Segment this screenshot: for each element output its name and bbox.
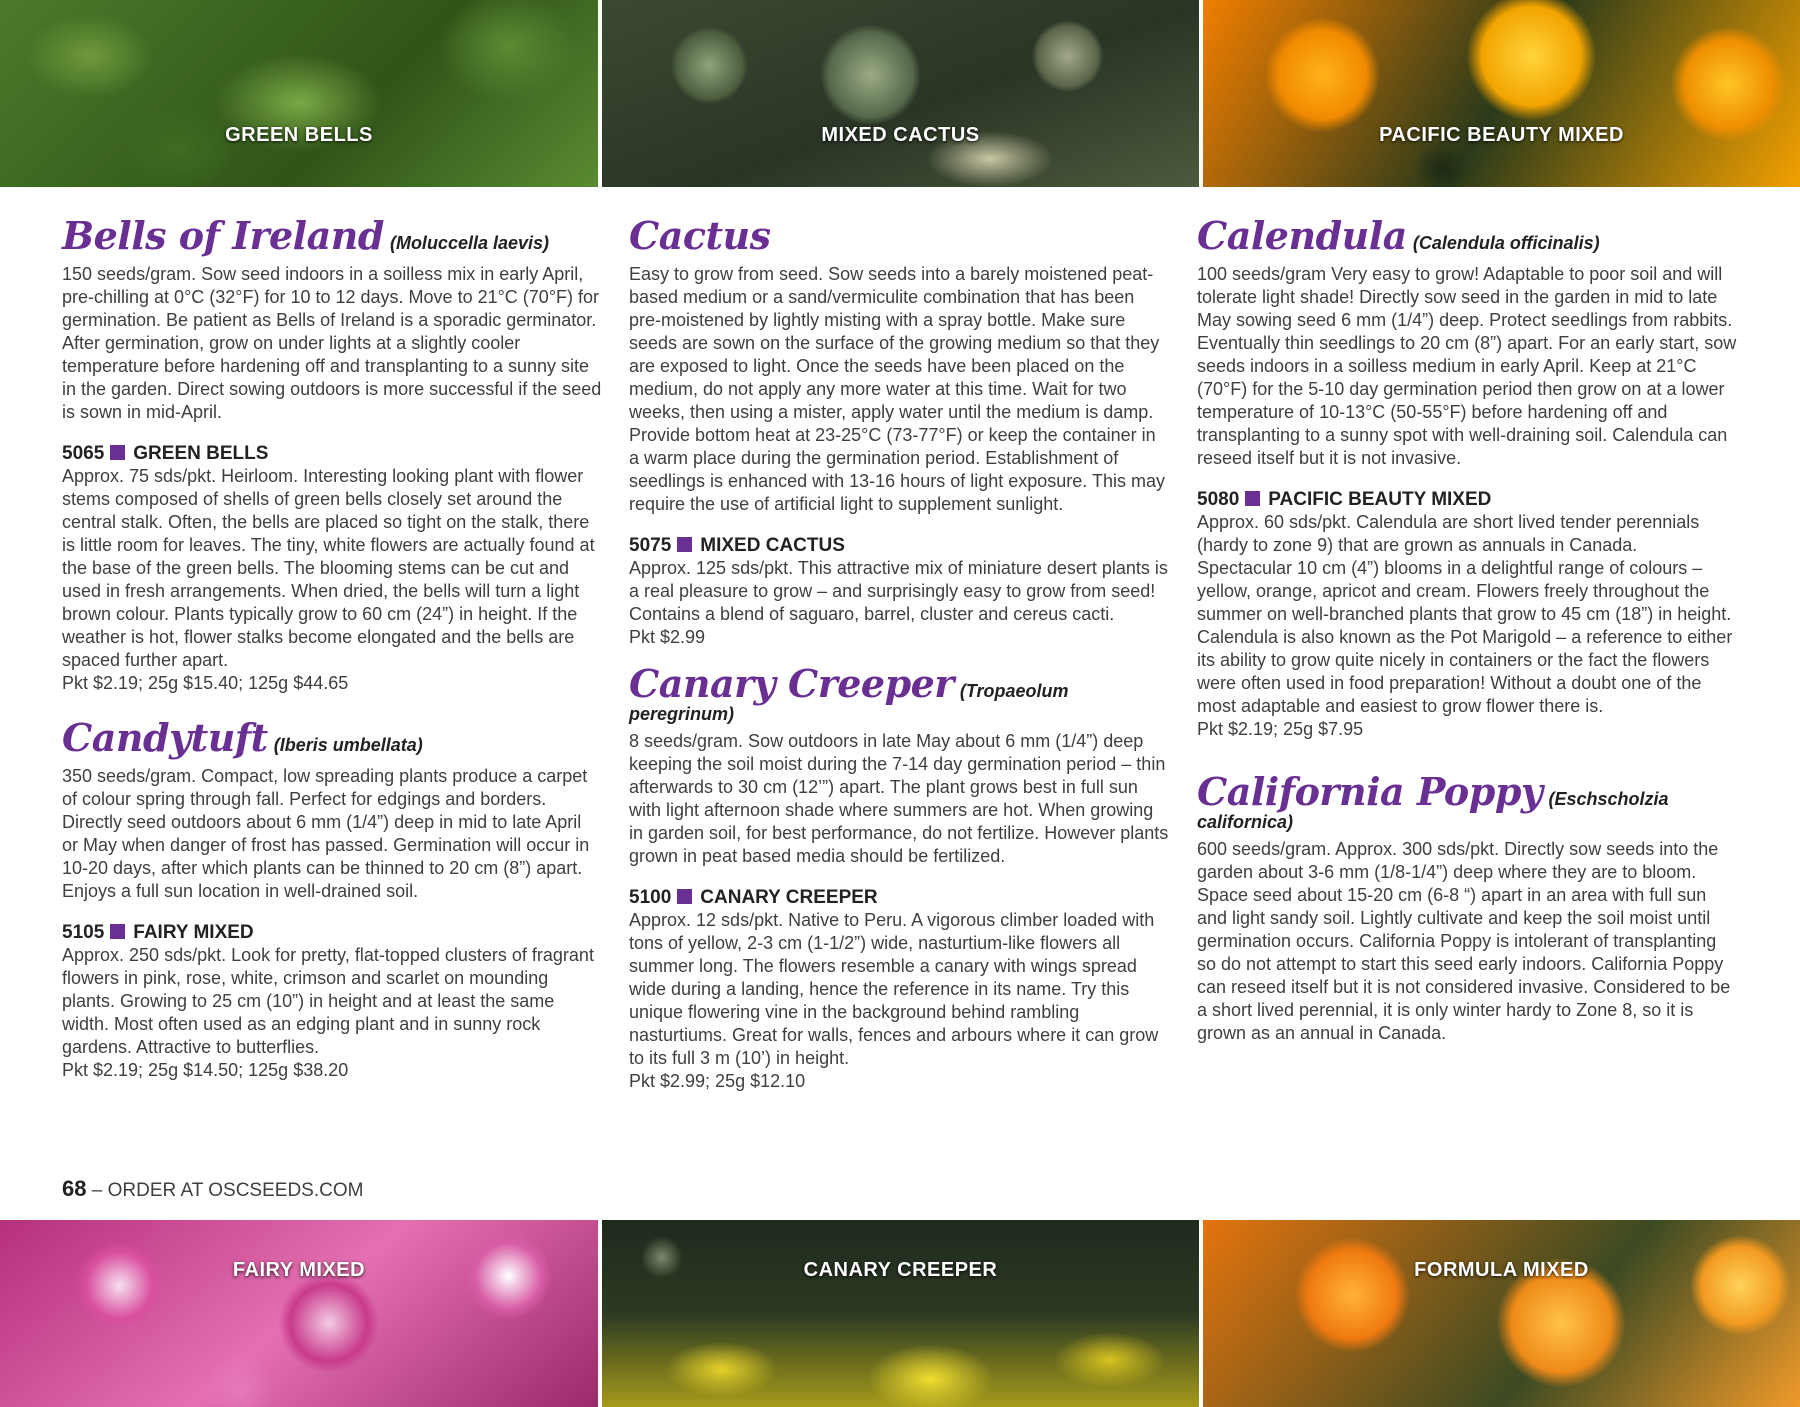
square-bullet-icon	[677, 537, 692, 552]
section-title: Cactus	[629, 213, 771, 258]
product-heading	[62, 442, 602, 465]
section-heading	[1197, 768, 1737, 833]
product-code: 5075	[629, 534, 672, 556]
section-heading	[62, 714, 602, 760]
product-heading	[629, 534, 1169, 557]
product-description: Approx. 75 sds/pkt. Heirloom. Interesting looking plant with flower stems composed of shells of green bells closely set around the central stalk. Often, the bells are placed so tight on the stalk, there is little room for leaves. The tiny, white flowers are actually found at the base of the green bells. The blooming stems can be cut and used in fresh arrangements. When dried, the bells will turn a light brown colour. Plants typically grow to 60 cm (24”) in height. If the weather is hot, flower stalks become elongated and the bells are spaced further apart.	[62, 465, 595, 670]
canary-creeper-section	[629, 660, 1169, 1094]
section-heading	[62, 215, 602, 257]
section-title: Bells of Ireland	[62, 213, 384, 258]
product-price: Pkt $2.99	[629, 626, 706, 647]
product-code: 5080	[1197, 488, 1240, 510]
section-description: Easy to grow from seed. Sow seeds into a barely moistened peat-based medium or a sand/vermiculite combination that has been pre-moistened by lightly misting with a spray bottle. Make sure seeds are sown on the surface of the growing medium so that they are exposed to light. Once the seeds have been placed on the medium, do not apply any more water at this time. Wait for two weeks, then using a mister, apply water until the medium is damp. Provide bottom heat at 23-25°C (73-77°F) or keep the container in a warm place during the germination period. Establishment of seedlings is enhanced with 13-16 hours of light exposure. This may require the use of artificial light to supplement sunlight.	[629, 263, 1165, 514]
photo-caption: MIXED CACTUS	[821, 124, 980, 146]
fairy-mixed-photo	[0, 1220, 602, 1407]
bells-of-ireland-section	[62, 215, 602, 695]
section-description: 8 seeds/gram. Sow outdoors in late May about 6 mm (1/4”) deep keeping the soil moist during the 7-14 day germination period – thin afterwards to 30 cm (12’”) apart. The plant grows best in full sun with light afternoon shade where summers are hot. When growing in garden soil, for best performance, do not fertilize. However plants grown in peat based media should be fertilized.	[629, 731, 1169, 867]
product-name: FAIRY MIXED	[133, 921, 254, 943]
section-heading	[629, 660, 1169, 725]
product-heading	[1197, 488, 1737, 511]
order-link-text: – ORDER AT OSCSEEDS.COM	[91, 1180, 364, 1201]
product-price: Pkt $2.99; 25g $12.10	[629, 1071, 806, 1092]
latin-name: (Tropaeolum peregrinum)	[629, 680, 1069, 724]
formula-mixed-photo	[1203, 1220, 1800, 1407]
latin-name: (Moluccella laevis)	[389, 233, 550, 253]
product-price: Pkt $2.19; 25g $15.40; 125g $44.65	[62, 672, 349, 693]
section-heading	[629, 215, 1169, 257]
square-bullet-icon	[677, 889, 692, 904]
product-name: PACIFIC BEAUTY MIXED	[1268, 488, 1492, 510]
section-title: Candytuft	[62, 714, 268, 760]
product-description: Approx. 250 sds/pkt. Look for pretty, flat-topped clusters of fragrant flowers in pink, rose, white, crimson and scarlet on mounding plants. Growing to 25 cm (10”) in height and at least the same width. Most often used as an edging plant and in sunny rock gardens. Attractive to butterflies.	[62, 944, 594, 1057]
photo-caption: PACIFIC BEAUTY MIXED	[1379, 124, 1624, 146]
top-photo-strip	[0, 0, 1800, 187]
product-code: 5100	[629, 887, 672, 909]
canary-creeper-photo	[602, 1220, 1203, 1407]
product-code: 5065	[62, 442, 105, 464]
column-right	[1197, 215, 1737, 1059]
mixed-cactus-photo	[602, 0, 1203, 187]
latin-name: (Eschscholzia californica)	[1197, 788, 1669, 832]
cactus-section	[629, 215, 1169, 649]
product-code: 5105	[62, 921, 105, 943]
california-poppy-section	[1197, 768, 1737, 1046]
section-description: 100 seeds/gram Very easy to grow! Adaptable to poor soil and will tolerate light shade! Directly sow seed in the garden in mid to late May sowing seed 6 mm (1/4”) deep. Protect seedlings from rabbits. Eventually thin seedlings to 20 cm (8”) apart. For an early start, sow seeds indoors in a soilless medium in early April. Keep at 21°C (70°F) for the 5-10 day germination period then grow on at a lower temperature of 10-13°C (50-55°F) before hardening off and transplanting to a sunny spot with well-draining soil. Calendula can reseed itself but it is not invasive.	[1197, 263, 1737, 468]
product-heading	[629, 886, 1169, 909]
section-description: 600 seeds/gram. Approx. 300 sds/pkt. Directly sow seeds into the garden about 3-6 mm (1/8-1/4”) deep where they are to bloom. Space seed about 15-20 cm (6-8 “) apart in an area with full sun and light sandy soil. Lightly cultivate and keep the soil moist until germination occurs. California Poppy is intolerant of transplanting so do not attempt to start this seed early indoors. California Poppy can reseed itself but it is not considered invasive. Considered to be a short lived perennial, it is only winter hardy to Zone 8, so it is grown as an annual in Canada.	[1197, 839, 1731, 1044]
section-description: 350 seeds/gram. Compact, low spreading plants produce a carpet of colour spring through fall. Perfect for edgings and borders. Directly seed outdoors about 6 mm (1/4”) deep in mid to late April or May when danger of frost has passed. Germination will occur in 10-20 days, after which plants can be thinned to 20 cm (8”) apart. Enjoys a full sun location in well-drained soil.	[62, 765, 590, 901]
product-name: MIXED CACTUS	[700, 534, 845, 556]
product-name: CANARY CREEPER	[700, 887, 878, 909]
product-price: Pkt $2.19; 25g $7.95	[1197, 718, 1364, 739]
section-title: California Poppy	[1197, 768, 1543, 814]
page-number: 68	[62, 1176, 87, 1201]
photo-caption: FORMULA MIXED	[1414, 1259, 1589, 1281]
section-description: 150 seeds/gram. Sow seed indoors in a soilless mix in early April, pre-chilling at 0°C (32°F) for 10 to 12 days. Move to 21°C (70°F) for germination. Be patient as Bells of Ireland is a sporadic germinator. After germination, grow on under lights at a slightly cooler temperature before hardening off and transplanting to a sunny site in the garden. Direct sowing outdoors is more successful if the seed is sown in mid-April.	[62, 263, 602, 422]
column-middle	[629, 215, 1169, 1107]
product-description: Approx. 125 sds/pkt. This attractive mix of miniature desert plants is a real pleasure to grow – and surprisingly easy to grow from seed! Contains a blend of saguaro, barrel, cluster and cereus cacti.	[629, 557, 1168, 624]
square-bullet-icon	[110, 445, 125, 460]
section-title: Calendula	[1197, 213, 1407, 258]
section-title: Canary Creeper	[629, 660, 954, 706]
photo-caption: FAIRY MIXED	[232, 1259, 366, 1281]
pacific-beauty-mixed-photo	[1203, 0, 1800, 187]
product-description: Approx. 60 sds/pkt. Calendula are short lived tender perennials (hardy to zone 9) that are grown as annuals in Canada. Spectacular 10 cm (4”) blooms in a delightful range of colours – yellow, orange, apricot and cream. Flowers freely throughout the summer on well-branched plants that grow to 45 cm (18”) in height. Calendula is also known as the Pot Marigold – a reference to either its ability to grow quite nicely in containers or the fact the flowers were often used in food preparation! Without a doubt one of the most adaptable and easiest to grow flower there is.	[1197, 511, 1733, 716]
green-bells-photo	[0, 0, 602, 187]
page-footer	[62, 1176, 363, 1202]
product-description: Approx. 12 sds/pkt. Native to Peru. A vigorous climber loaded with tons of yellow, 2-3 cm (1-1/2”) wide, nasturtium-like flowers all summer long. The flowers resemble a canary with wings spread wide during a landing, hence the reference in its name. Try this unique flowering vine in the background behind rambling nasturtiums. Great for walls, fences and arbours where it can grow to its full 3 m (10’) in height.	[629, 910, 1159, 1069]
square-bullet-icon	[110, 924, 125, 939]
column-left	[62, 215, 602, 1096]
calendula-section	[1197, 215, 1737, 741]
product-price: Pkt $2.19; 25g $14.50; 125g $38.20	[62, 1059, 349, 1080]
latin-name: (Iberis umbellata)	[273, 734, 423, 755]
photo-caption: CANARY CREEPER	[803, 1259, 998, 1281]
square-bullet-icon	[1245, 491, 1260, 506]
bottom-photo-strip	[0, 1220, 1800, 1407]
product-name: GREEN BELLS	[133, 442, 269, 464]
photo-caption: GREEN BELLS	[225, 124, 373, 146]
candytuft-section	[62, 714, 602, 1082]
product-heading	[62, 921, 602, 944]
latin-name: (Calendula officinalis)	[1412, 233, 1600, 253]
section-heading	[1197, 215, 1737, 257]
